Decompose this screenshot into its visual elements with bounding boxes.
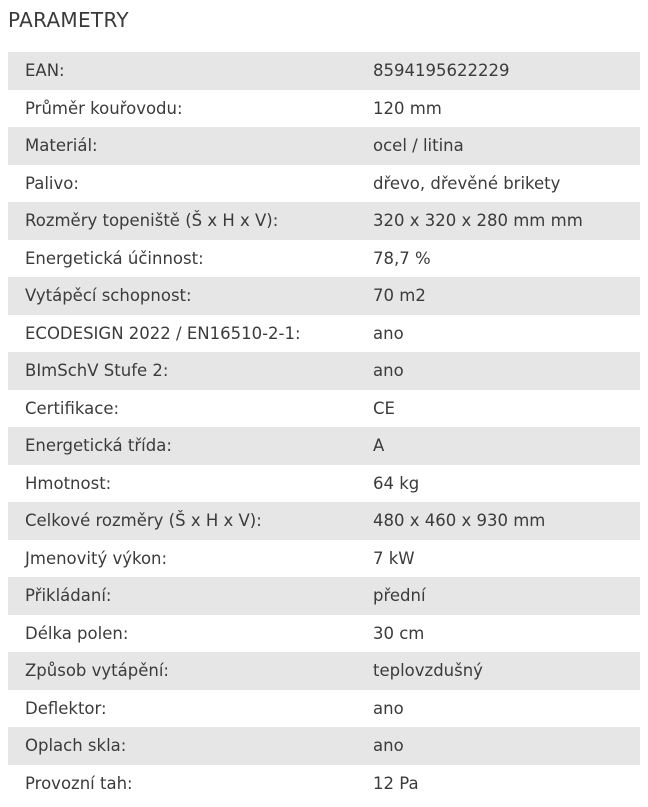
- parameter-value: 70 m2: [373, 286, 426, 306]
- parameter-value: 7 kW: [373, 548, 415, 568]
- parameter-label: Způsob vytápění:: [25, 661, 169, 681]
- parameter-value: 8594195622229: [373, 61, 510, 81]
- parameter-label: Celkové rozměry (Š x H x V):: [25, 511, 262, 531]
- parameter-value: ano: [373, 736, 404, 756]
- parameter-value: 78,7 %: [373, 248, 431, 268]
- parameter-value: 64 kg: [373, 473, 420, 493]
- parameter-value: A: [373, 436, 385, 456]
- parameter-label: Průměr kouřovodu:: [25, 98, 183, 118]
- parameter-label: EAN:: [25, 61, 65, 81]
- parameter-value: ocel / litina: [373, 136, 464, 156]
- parameter-label: Provozní tah:: [25, 773, 133, 793]
- parameter-value: ano: [373, 361, 404, 381]
- parameter-label: Délka polen:: [25, 623, 129, 643]
- parameter-value: CE: [373, 398, 395, 418]
- table-row: [8, 352, 640, 390]
- parameter-value: 320 x 320 x 280 mm mm: [373, 211, 583, 231]
- parameter-label: Vytápěcí schopnost:: [25, 286, 192, 306]
- parameter-value: teplovzdušný: [373, 661, 483, 681]
- table-row: [8, 427, 640, 465]
- table-row: [8, 765, 640, 803]
- table-row: [8, 90, 640, 128]
- table-row: [8, 690, 640, 728]
- table-row: [8, 127, 640, 165]
- parameter-value: 30 cm: [373, 623, 425, 643]
- parameter-value: 12 Pa: [373, 773, 419, 793]
- parameter-label: ECODESIGN 2022 / EN16510-2-1:: [25, 323, 301, 343]
- table-row: [8, 240, 640, 278]
- parameter-label: Energetická třída:: [25, 436, 172, 456]
- parameter-label: BImSchV Stufe 2:: [25, 361, 169, 381]
- parameter-value: 480 x 460 x 930 mm: [373, 511, 546, 531]
- table-row: [8, 390, 640, 428]
- parameter-label: Oplach skla:: [25, 736, 127, 756]
- parameter-label: Jmenovitý výkon:: [25, 548, 168, 568]
- table-row: [8, 577, 640, 615]
- parameter-label: Palivo:: [25, 173, 79, 193]
- table-row: [8, 615, 640, 653]
- table-row: [8, 202, 640, 240]
- table-row: [8, 465, 640, 503]
- parameter-label: Přikládaní:: [25, 586, 112, 606]
- table-row: [8, 52, 640, 90]
- parameter-value: ano: [373, 323, 404, 343]
- parameter-value: ano: [373, 698, 404, 718]
- parameter-value: dřevo, dřevěné brikety: [373, 173, 561, 193]
- table-row: [8, 502, 640, 540]
- table-row: [8, 277, 640, 315]
- section-title: PARAMETRY: [8, 8, 129, 32]
- parameter-value: 120 mm: [373, 98, 442, 118]
- parameter-label: Materiál:: [25, 136, 98, 156]
- parameters-table: [8, 52, 640, 802]
- parameters-table-body: [8, 52, 640, 802]
- parameter-label: Deflektor:: [25, 698, 107, 718]
- parameter-label: Certifikace:: [25, 398, 120, 418]
- parameter-label: Energetická účinnost:: [25, 248, 204, 268]
- table-row: [8, 727, 640, 765]
- parameter-value: přední: [373, 586, 426, 606]
- table-row: [8, 165, 640, 203]
- parameter-label: Rozměry topeniště (Š x H x V):: [25, 211, 279, 231]
- parameter-label: Hmotnost:: [25, 473, 112, 493]
- table-row: [8, 652, 640, 690]
- table-row: [8, 315, 640, 353]
- table-row: [8, 540, 640, 578]
